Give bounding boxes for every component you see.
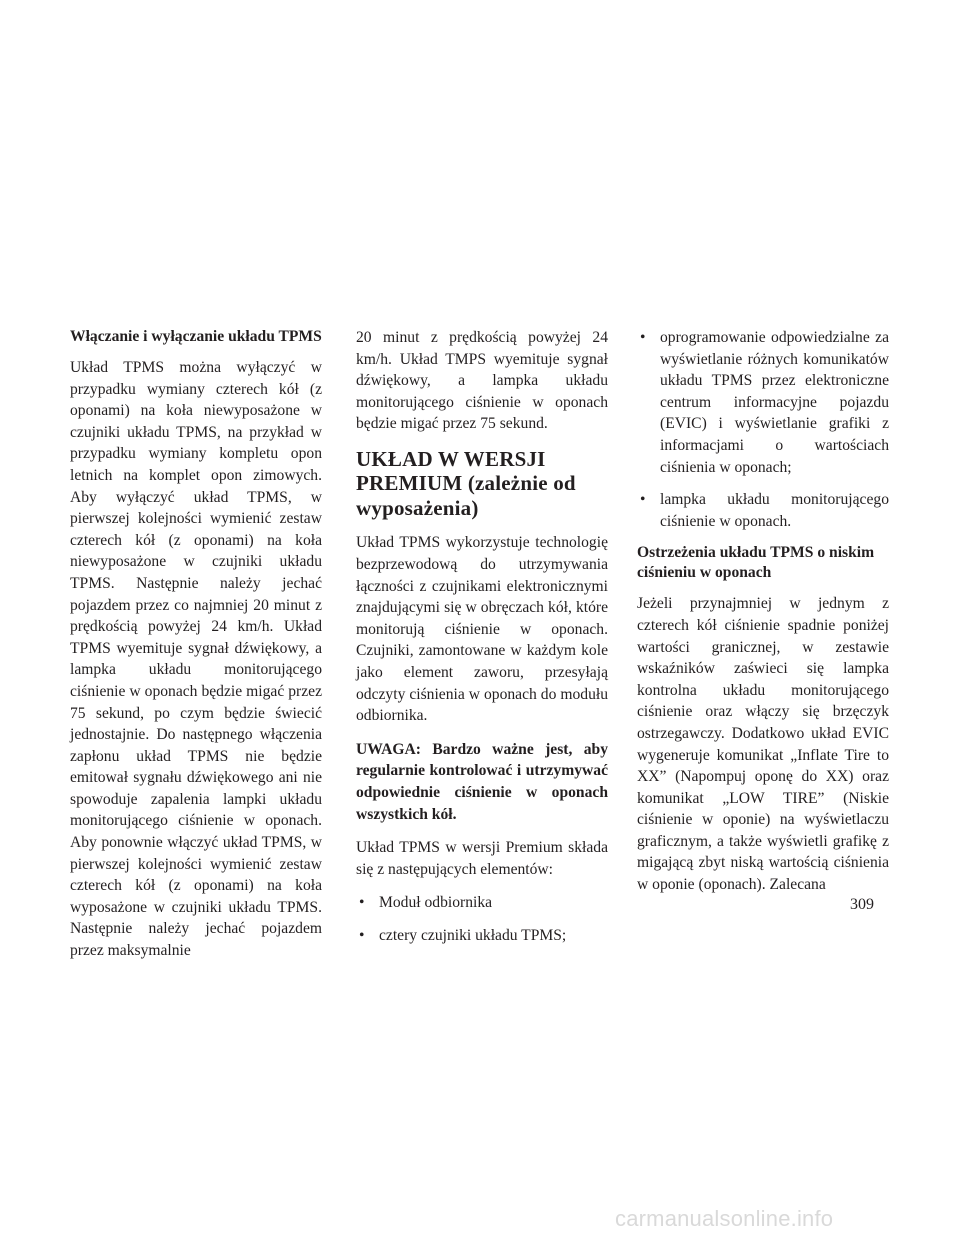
note-warning: UWAGA: Bardzo ważne jest, aby regularnie kontrolować i utrzymywać odpowiednie ciśnienie w oponach wszystkich kół. xyxy=(356,740,608,823)
list-item: • cztery czujniki układu TPMS; xyxy=(356,925,608,947)
paragraph-premium-description: Układ TPMS wykorzystuje technologię bezprzewodową do utrzymywania łączności z czujnikami elektronicznymi znajdującymi się w obręczach kół, które monitorują ciśnienie w oponach. Czujniki, zamontowane w każdym kole jako element zaworu, przesyłają odczyty ciśnienia w oponach do modułu odbiornika. xyxy=(356,534,608,725)
watermark: carmanualsonline.info xyxy=(615,1206,834,1231)
component-list xyxy=(356,892,608,946)
column-left xyxy=(70,327,322,974)
list-item: • lampka układu monitorującego ciśnienie w oponach. xyxy=(637,489,889,532)
paragraph-low-pressure: Jeżeli przynajmniej w jednym z czterech kół ciśnienie spadnie poniżej wartości granicznej, w zestawie wskaźników zaświeci się lampka kontrolna układu monitorującego ciśnienie oraz włączy się brzęczyk ostrzegawczy. Dodatkowo układ EVIC wygeneruje komunikat „Inflate Tire to XX” (Napompuj oponę do XX) oraz komunikat „LOW TIRE” (Niskie ciśnienie w oponie) na wyświetlaczu graficznym, a także wyświetli grafikę z migającą zbyt niską wartością ciśnienia w oponie (oponach). Zalecana xyxy=(637,595,889,894)
list-item: • Moduł odbiornika xyxy=(356,892,608,914)
column-middle xyxy=(356,327,608,958)
paragraph-tpms-toggle: Układ TPMS można wyłączyć w przypadku wymiany czterech kół (z oponami) na koła niewyposażone w czujniki układu TPMS, na przykład w przypadku wymiany kompletu opon letnich na komplet opon zimowych. Aby wyłączyć układ TPMS, w pierwszej kolejności wymienić zestaw czterech kół (z oponami) na koła niewyposażone w czujniki układu TPMS. Następnie należy jechać pojazdem przez co najmniej 20 minut z prędkością powyżej 24 km/h. Układ TPMS wyemituje sygnał dźwiękowy, a lampka układu monitorującego ciśnienie w oponach będzie migać przez 75 sekund, po czym będzie świecić jednostajnie. Do następnego włączenia zapłonu układ TPMS nie będzie emitował sygnału dźwiękowego ani nie spowoduje zapalenia lampki układu monitorującego ciśnienie w oponach. Aby ponownie włączyć układ TPMS, w pierwszej kolejności wymienić zestaw czterech kół (z oponami) na koła wyposażone w czujniki układu TPMS. Następnie należy jechać pojazdem przez maksymalnie xyxy=(70,359,322,960)
page-number: 309 xyxy=(850,896,874,913)
section-subheading-low-pressure: Ostrzeżenia układu TPMS o niskim ciśnieniu w oponach xyxy=(637,544,875,582)
component-list-continued xyxy=(637,327,889,532)
paragraph-continuation: 20 minut z prędkością powyżej 24 km/h. Układ TMPS wyemituje sygnał dźwiękowy, a lampka układu monitorującego ciśnienie w oponach będzie migać przez 75 sekund. xyxy=(356,329,608,433)
paragraph-components-intro: Układ TPMS w wersji Premium składa się z następujących elementów: xyxy=(356,839,608,878)
list-item: • oprogramowanie odpowiedzialne za wyświetlanie różnych komunikatów układu TPMS przez elektroniczne centrum informacyjne pojazdu (EVIC) i wyświetlanie grafiki z informacjami o wartościach ciśnienia w oponach; xyxy=(637,327,889,478)
column-right xyxy=(637,327,889,908)
section-heading-premium: UKŁAD W WERSJI PREMIUM (zależnie od wyposażenia) xyxy=(356,446,576,520)
section-subheading-tpms-toggle: Włączanie i wyłączanie układu TPMS xyxy=(70,328,322,345)
